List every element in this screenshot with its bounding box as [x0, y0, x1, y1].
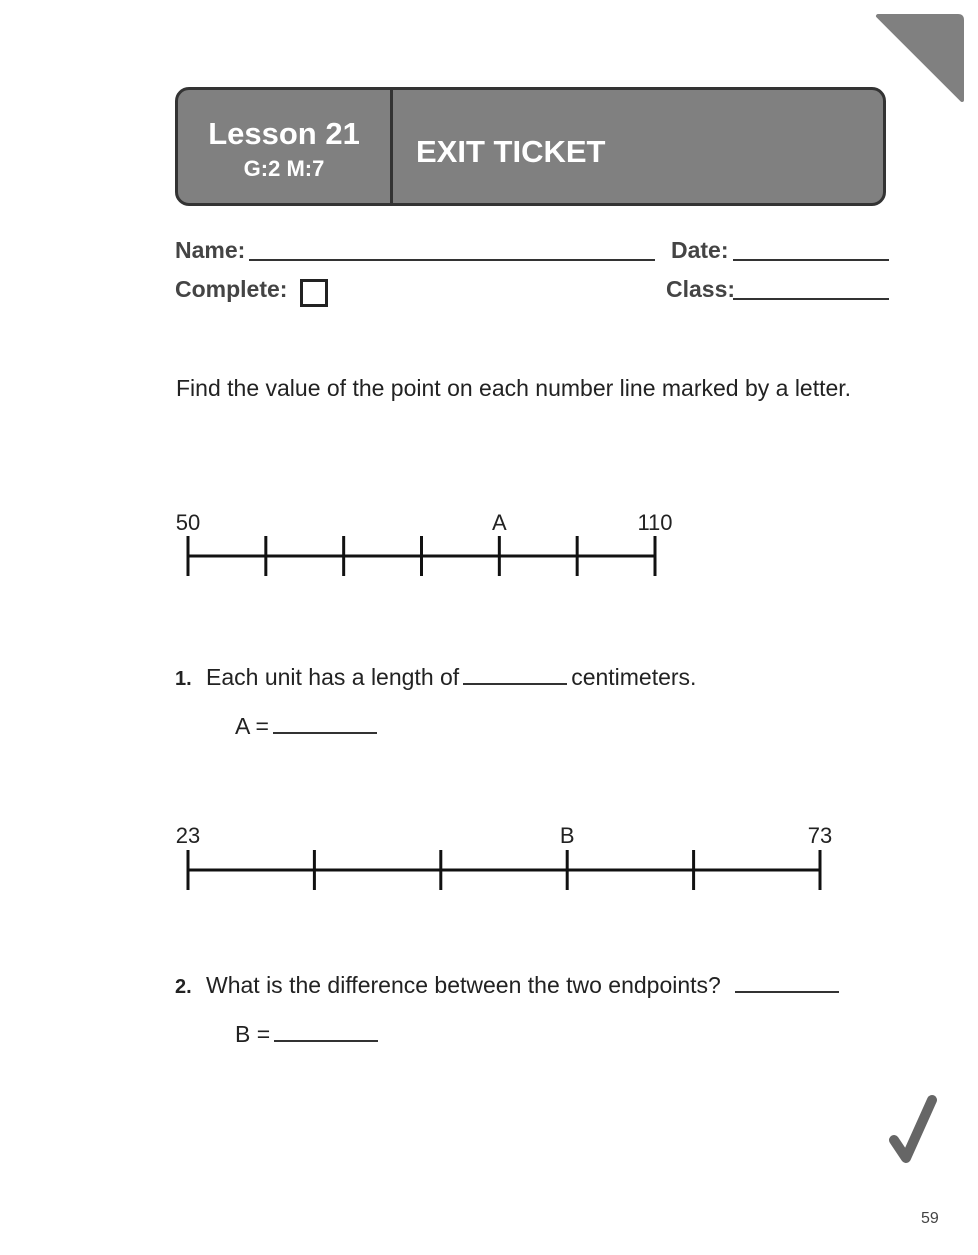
page-title: EXIT TICKET	[416, 134, 606, 169]
corner-triangle-icon	[874, 14, 964, 104]
answer-a-label: A =	[235, 713, 269, 739]
answer-a-row	[235, 713, 381, 740]
date-label: Date:	[671, 237, 729, 263]
name-label: Name:	[175, 237, 246, 263]
complete-label: Complete:	[175, 276, 288, 302]
question-2-text	[206, 972, 843, 999]
question-1-suffix: centimeters.	[571, 664, 697, 690]
answer-b-blank[interactable]	[274, 1022, 378, 1042]
point-label: A	[491, 510, 507, 535]
endpoint-label: 73	[807, 823, 833, 848]
question-1-prompt: Each unit has a length of	[206, 664, 460, 690]
page-number: 59	[921, 1210, 939, 1227]
class-field[interactable]	[733, 298, 889, 300]
instructions: Find the value of the point on each number line marked by a letter.	[176, 375, 852, 401]
endpoint-label: 23	[175, 823, 201, 848]
number-line-1	[170, 500, 690, 585]
question-1-number: 1.	[175, 668, 192, 690]
answer-a-blank[interactable]	[273, 714, 377, 734]
date-field[interactable]	[733, 259, 889, 261]
question-2-prompt: What is the difference between the two endpoints?	[206, 972, 721, 998]
endpoint-label: 110	[637, 510, 673, 535]
lesson-cell	[178, 90, 393, 203]
class-label: Class:	[666, 276, 736, 302]
question-2-number: 2.	[175, 976, 192, 998]
lesson-title: Lesson 21	[208, 116, 360, 151]
point-label: B	[559, 823, 575, 848]
complete-checkbox[interactable]	[300, 279, 328, 307]
answer-b-label: B =	[235, 1021, 271, 1047]
answer-b-row	[235, 1021, 382, 1048]
unit-length-blank[interactable]	[463, 665, 567, 685]
lesson-header	[175, 87, 886, 206]
lesson-code: G:2 M:7	[243, 156, 325, 181]
checkmark-icon	[888, 1094, 938, 1166]
endpoint-label: 50	[175, 510, 201, 535]
number-line-2	[170, 815, 850, 895]
difference-blank[interactable]	[735, 973, 839, 993]
question-1-text	[206, 664, 696, 691]
name-field[interactable]	[249, 259, 655, 261]
